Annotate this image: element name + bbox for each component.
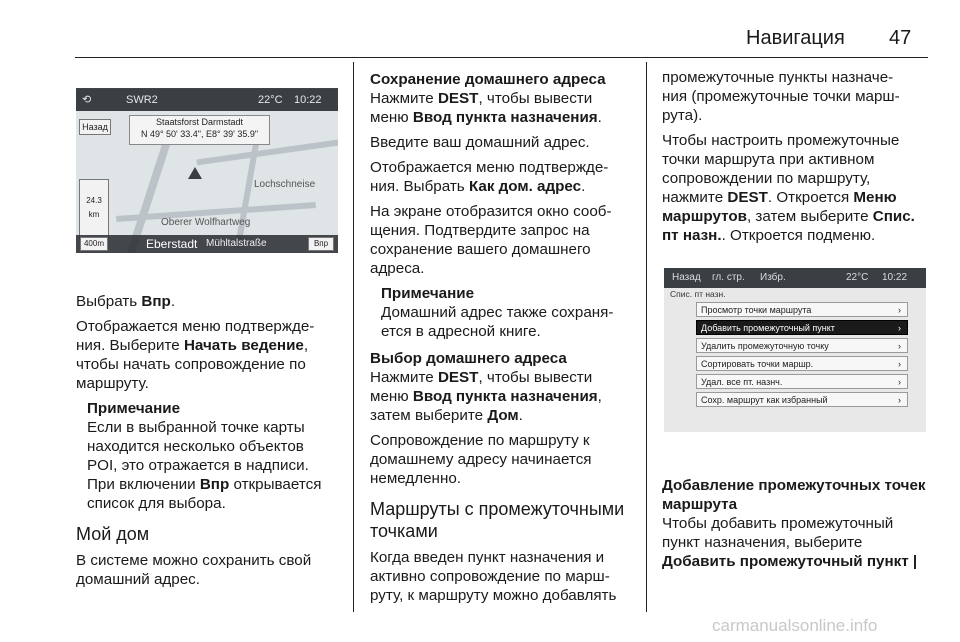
chevron-right-icon: › [898,323,901,333]
paragraph: На экране отобразится окно сооб- щения. Подтвердите запрос на сохранение вашего домашнего адреса. [370,203,612,277]
chevron-right-icon: › [898,341,901,351]
column-divider [646,62,647,612]
chevron-right-icon: › [898,377,901,387]
popup-coords: N 49° 50' 33.4", E8° 39' 35.9" [140,129,259,139]
menu-status-bar [664,268,926,288]
column-2 [370,68,640,611]
scale-button[interactable]: 400m [80,237,108,251]
header-divider [75,57,928,58]
menu-item[interactable]: Удалить промежуточную точку › [696,338,908,353]
paragraph: Когда введен пункт назначения и активно сопровождение по марш- руту, к маршруту можно добавлять [370,549,617,604]
paragraph: В системе можно сохранить свой домашний адрес. [76,552,312,588]
menu-item[interactable]: Сохр. маршрут как избранный › [696,392,908,407]
map-label: Lochschneise [254,179,316,190]
town-name: Eberstadt [146,237,198,251]
paragraph: Отображается меню подтвержде- ния. Выбрать Как дом. адрес. [370,159,609,195]
temperature: 22°C [846,272,869,283]
menu-item[interactable]: Сортировать точки маршр. › [696,356,908,371]
paragraph: промежуточные пункты назначе- ния (промежуточные точки марш- рута). [662,69,900,124]
back-button[interactable]: Назад [672,272,701,283]
watermark: carmanualsonline.info [712,616,878,635]
home-button[interactable]: гл. стр. [712,272,745,283]
paragraph: Введите ваш домашний адрес. [370,134,590,151]
clock: 10:22 [882,272,908,283]
paragraph: Чтобы добавить промежуточный пункт назначения, выберите Добавить промежуточный пункт | [662,515,918,570]
map-status-bar [76,89,338,111]
chevron-right-icon: › [898,395,901,405]
page-header-title: Навигация [746,27,845,49]
menu-item[interactable]: Удал. все пт. назнч. › [696,374,908,389]
map-side-panel [79,179,109,239]
paragraph: Выбрать Впр. [76,293,176,310]
menu-item-selected[interactable]: Добавить промежуточный пункт › [696,320,908,335]
menu-item[interactable]: Просмотр точки маршрута › [696,302,908,317]
back-button[interactable]: Назад [79,119,111,135]
section-heading: Мой дом [76,524,150,544]
refresh-icon: ⟲ [82,94,92,106]
paragraph: Отображается меню подтвержде- ния. Выберите Начать ведение, чтобы начать сопровождение по маршруту. [76,318,315,392]
page-number: 47 [889,27,912,49]
audio-source: SWR2 [126,94,158,106]
vpr-button[interactable]: Впр [308,237,334,251]
paragraph: Чтобы настроить промежуточные точки маршрута при активном сопровождении по маршруту, нажмите DEST. Откроется Меню маршрутов, затем выберите Спис. пт назн.. Откроется подменю. [662,132,915,244]
subsection-heading: Добавление промежуточных точек маршрута [662,477,926,513]
location-popup [129,115,270,145]
column-3 [662,68,932,251]
menu-screenshot [664,268,926,432]
section-heading: Маршруты с промежуточными точками [370,499,625,541]
vehicle-position-icon [188,167,202,179]
subsection-heading: Сохранение домашнего адреса [370,71,606,88]
temperature: 22°C [258,94,283,106]
column-divider [353,62,354,612]
clock: 10:22 [294,94,322,106]
column-3-lower [662,474,932,577]
favorites-button[interactable]: Избр. [760,272,786,283]
distance-label: 24.3 km [86,196,102,219]
popup-place: Staatsforst Darmstadt [155,117,244,127]
paragraph: Нажмите DEST, чтобы вывести меню Ввод пункта назначения. [370,90,602,126]
map-bottom-bar [76,235,338,253]
paragraph: Сопровождение по маршруту к домашнему адресу начинается немедленно. [370,432,592,487]
chevron-right-icon: › [898,305,901,315]
map-screenshot [76,88,338,253]
map-label: Oberer Wolfhartweg [161,217,251,228]
street-name: Mühltalstraße [206,238,267,249]
note-block: Примечание Домашний адрес также сохраня- ется в адресной книге. [381,285,614,340]
chevron-right-icon: › [898,359,901,369]
subsection-heading: Выбор домашнего адреса [370,350,567,367]
column-1 [76,292,346,595]
menu-subtitle: Спис. пт назн. [670,289,726,299]
note-block: Примечание Если в выбранной точке карты находится несколько объектов POI, это отражается в надписи. При включении Впр открывается список для выбора. [87,400,322,512]
paragraph: Нажмите DEST, чтобы вывести меню Ввод пункта назначения, затем выберите Дом. [370,369,602,424]
